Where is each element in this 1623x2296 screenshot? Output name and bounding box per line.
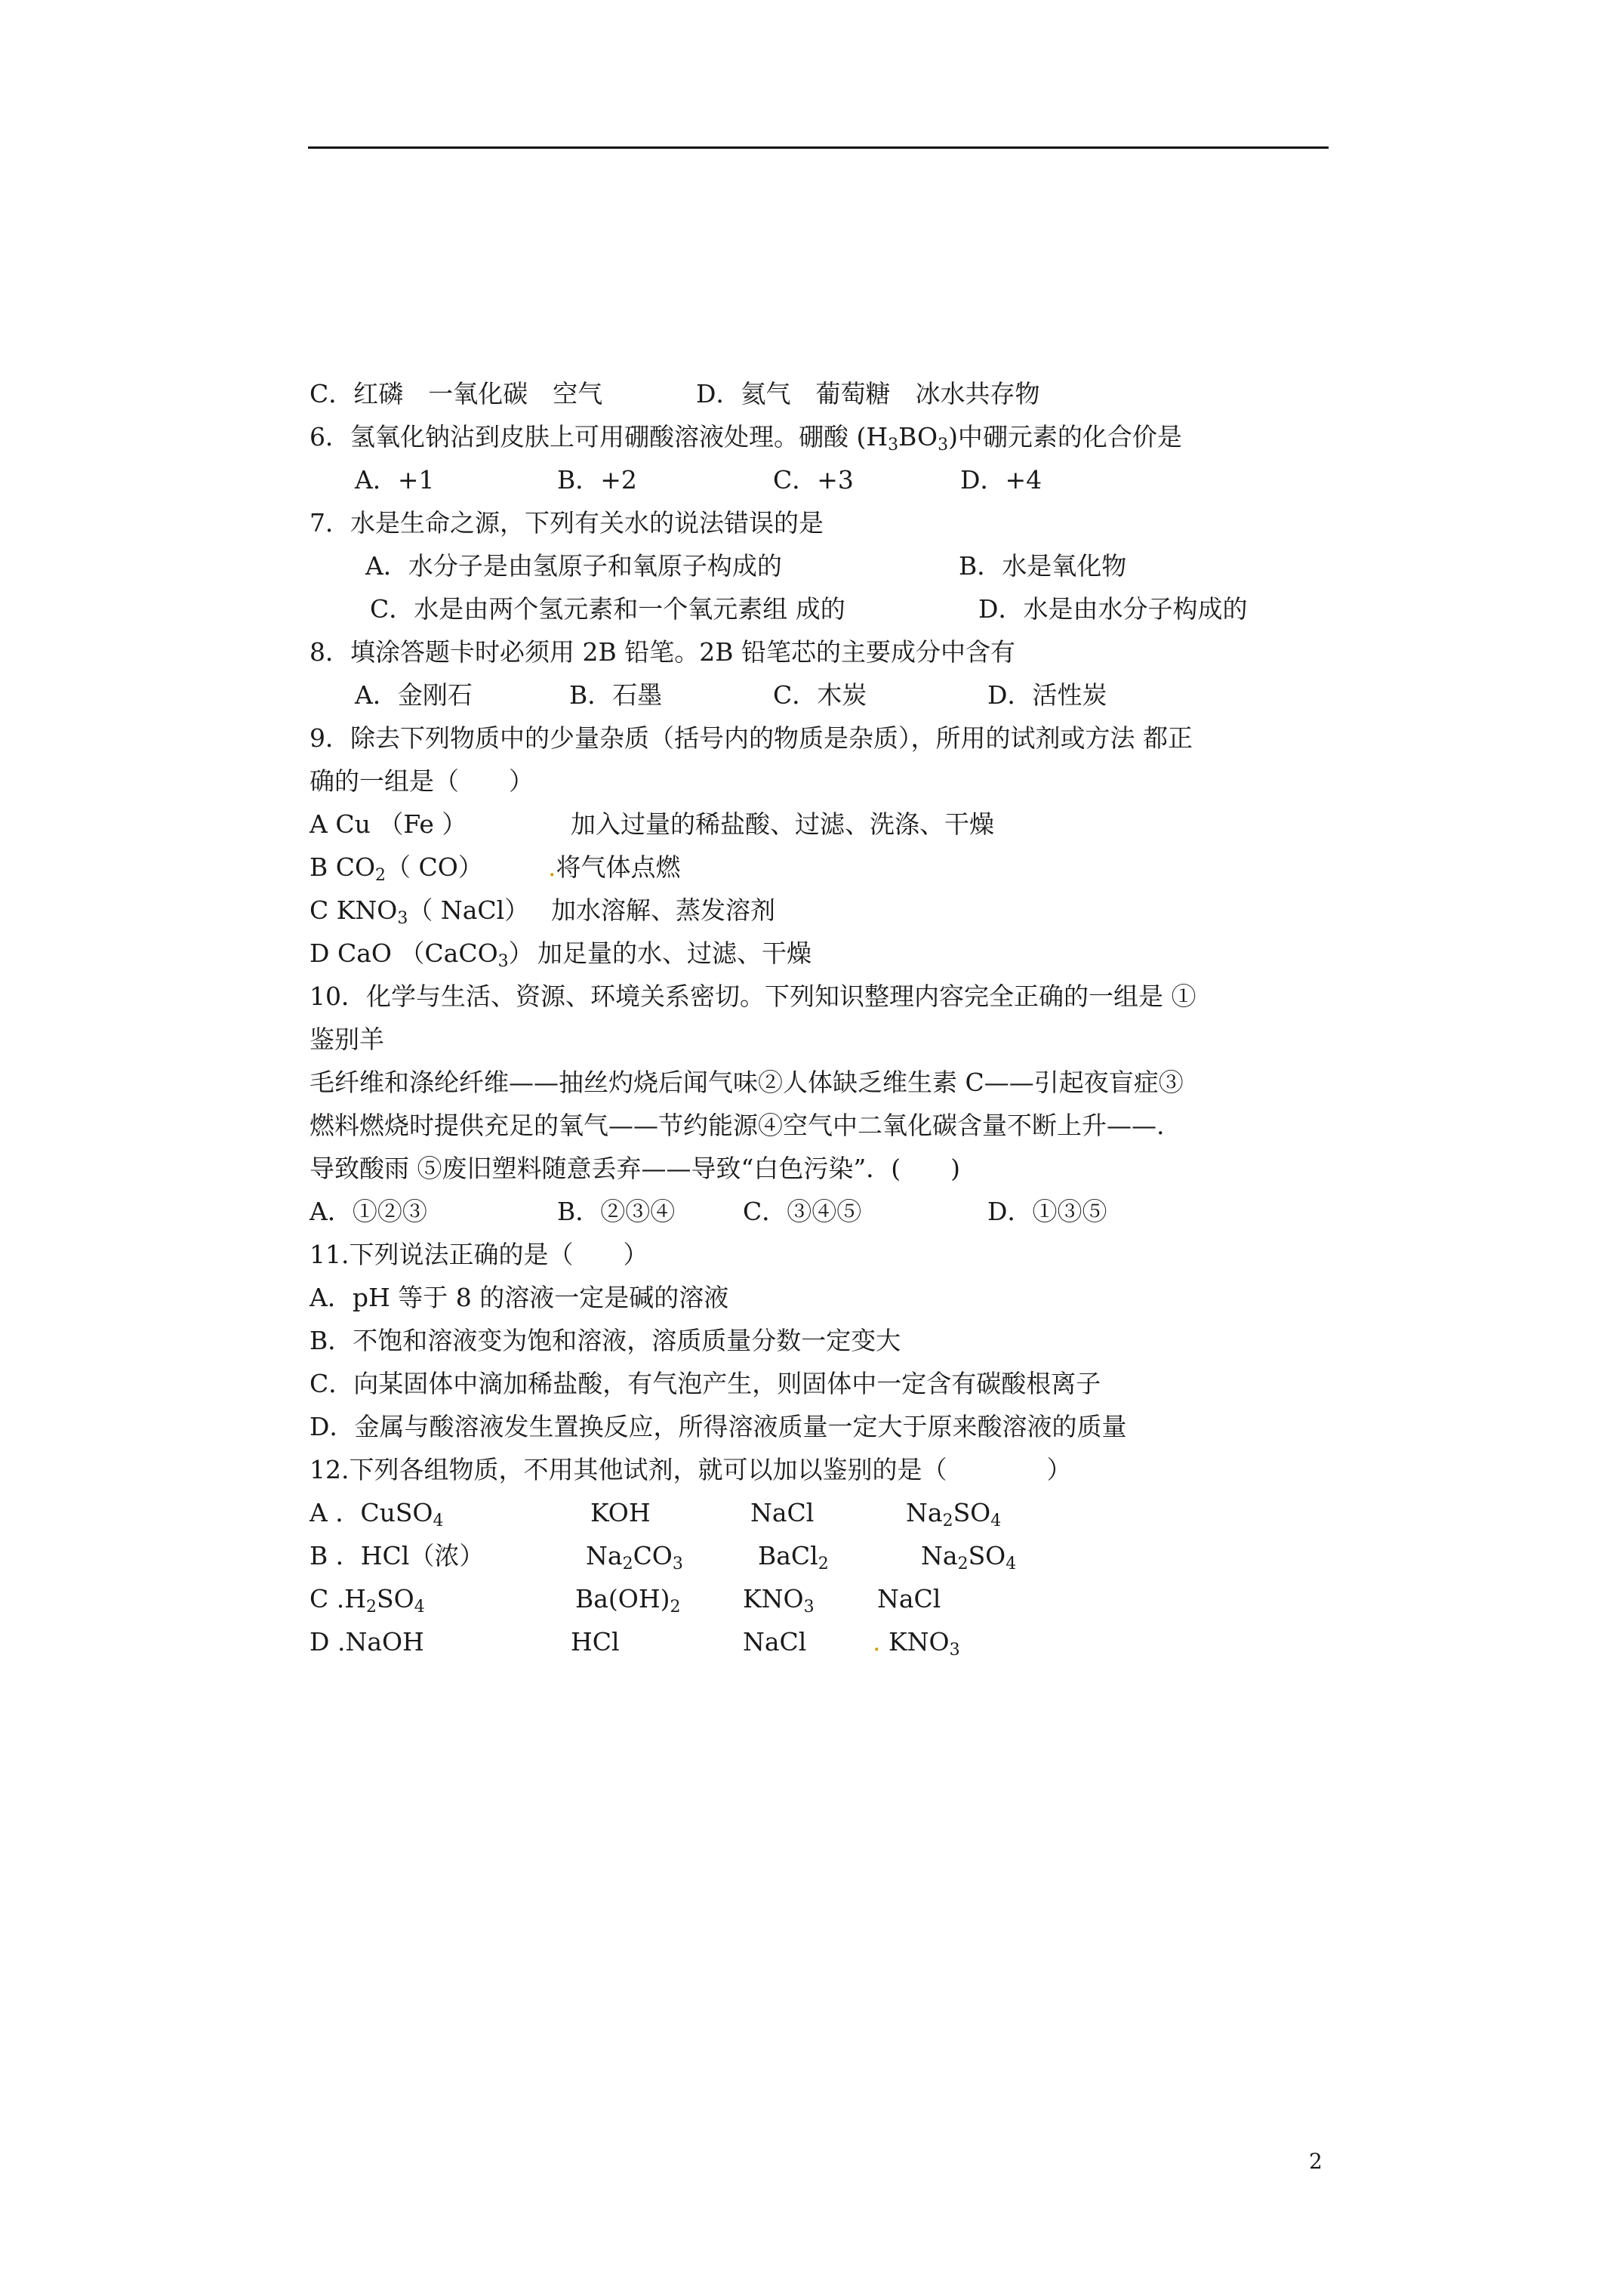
- q11-option-a: A．pH 等于 8 的溶液一定是碱的溶液: [310, 1283, 729, 1312]
- q7-option-c: C．水是由两个氢元素和一个氧元素组 成的: [370, 594, 845, 624]
- q10-stem-line5: 导致酸雨 ⑤废旧塑料随意丢弃——导致“白色污染”．( ): [310, 1154, 960, 1183]
- q8-option-b: B．石墨: [569, 680, 663, 710]
- q10-stem-line4: 燃料燃烧时提供充足的氧气——节约能源④空气中二氧化碳含量不断上升——.: [310, 1111, 1165, 1140]
- q12-option-a-1: A ．CuSO$_4$: [310, 1498, 444, 1530]
- q12-option-c-4: NaCl: [877, 1584, 941, 1613]
- q9-option-a-substance: A Cu （Fe ）: [310, 809, 467, 839]
- q12-option-b-4: $Na_2SO_4$: [921, 1541, 1017, 1573]
- q9-option-b-substance: B $CO_2$（ CO）: [310, 852, 483, 885]
- q10-option-c: C．③④⑤: [743, 1197, 862, 1226]
- q12-option-c-2: $Ba(OH)_2$: [575, 1584, 681, 1616]
- q10-option-a: A．①②③: [310, 1197, 427, 1226]
- q8-option-c: C．木炭: [773, 680, 867, 710]
- q11-option-b: B．不饱和溶液变为饱和溶液，溶质质量分数一定变大: [310, 1326, 901, 1355]
- q10-stem-line3: 毛纤维和涤纶纤维——抽丝灼烧后闻气味②人体缺乏维生素 C——引起夜盲症③: [310, 1068, 1184, 1097]
- q7-option-b: B．水是氧化物: [959, 551, 1127, 581]
- q7-stem: 7．水是生命之源，下列有关水的说法错误的是: [310, 508, 824, 538]
- q9-stem-line1: 9．除去下列物质中的少量杂质（括号内的物质是杂质），所用的试剂或方法 都正: [310, 723, 1193, 753]
- q10-option-d: D．①③⑤: [987, 1197, 1107, 1226]
- q11-option-c: C．向某固体中滴加稀盐酸，有气泡产生，则固体中一定含有碳酸根离子: [310, 1369, 1101, 1398]
- q6-option-a: A．+1: [355, 465, 435, 495]
- q9-option-c-method: 加水溶解、蒸发溶剂: [551, 895, 775, 925]
- q5-option-c: C．红磷 一氧化碳 空气: [310, 379, 603, 408]
- q12-option-b-2: $Na_2CO_3$: [586, 1541, 683, 1573]
- q10-stem-line1: 10．化学与生活、资源、环境关系密切。下列知识整理内容完全正确的一组是 ①: [310, 982, 1196, 1011]
- q12-option-b-1: B ．HCl（浓）: [310, 1541, 485, 1570]
- q9-option-a-method: 加入过量的稀盐酸、过滤、洗涤、干燥: [571, 809, 994, 839]
- q8-option-a: A．金刚石: [355, 680, 473, 710]
- q12-option-a-2: KOH: [590, 1498, 651, 1527]
- q6-option-b: B．+2: [557, 465, 637, 495]
- q6-stem: 6．氢氧化钠沾到皮肤上可用硼酸溶液处理。硼酸 $(H_3BO_3)$中硼元素的化合价是: [310, 422, 1182, 455]
- q9-stem-line2: 确的一组是（ ）: [310, 766, 534, 796]
- q6-option-d: D．+4: [960, 465, 1042, 495]
- q9-option-d-substance: D CaO （CaCO$_3$）: [310, 938, 534, 971]
- q12-option-a-3: NaCl: [750, 1498, 815, 1527]
- q12-option-d-1: D .NaOH: [310, 1627, 424, 1657]
- q11-option-d: D．金属与酸溶液发生置换反应，所得溶液质量一定大于原来酸溶液的质量: [310, 1412, 1127, 1441]
- q12-option-b-3: BaCl$_2$: [758, 1541, 829, 1573]
- q10-stem-line2: 鉴别羊: [310, 1025, 384, 1054]
- q12-option-d-3: NaCl: [743, 1627, 807, 1657]
- q9-option-d-method: 加足量的水、过滤、干燥: [537, 938, 812, 968]
- q12-option-c-1: C $.H_2SO_4$: [310, 1584, 425, 1616]
- page-number: 2: [1309, 2149, 1323, 2174]
- q8-stem: 8．填涂答题卡时必须用 2B 铅笔。2B 铅笔芯的主要成分中含有: [310, 637, 1015, 667]
- q12-option-c-3: $KNO_3$: [743, 1584, 815, 1616]
- q12-option-d-2: HCl: [571, 1627, 620, 1657]
- q11-stem: 11.下列说法正确的是（ ）: [310, 1240, 648, 1269]
- q12-option-a-4: $Na_2SO_4$: [906, 1498, 1002, 1530]
- q12-option-d-4: . $KNO_3$: [873, 1627, 960, 1660]
- q6-option-c: C．+3: [773, 465, 854, 495]
- q7-option-a: A．水分子是由氢原子和氧原子构成的: [365, 551, 782, 581]
- q7-option-d: D．水是由水分子构成的: [978, 594, 1248, 624]
- q9-option-b-method: .将气体点燃: [548, 852, 681, 882]
- header-rule: [308, 146, 1329, 149]
- q8-option-d: D．活性炭: [987, 680, 1107, 710]
- q5-option-d: D．氦气 葡萄糖 冰水共存物: [696, 379, 1040, 408]
- q10-option-b: B．②③④: [557, 1197, 676, 1226]
- q12-stem: 12.下列各组物质，不用其他试剂，就可以加以鉴别的是（ ）: [310, 1455, 1072, 1484]
- q9-option-c-substance: C $KNO_3$（ NaCl）: [310, 895, 530, 928]
